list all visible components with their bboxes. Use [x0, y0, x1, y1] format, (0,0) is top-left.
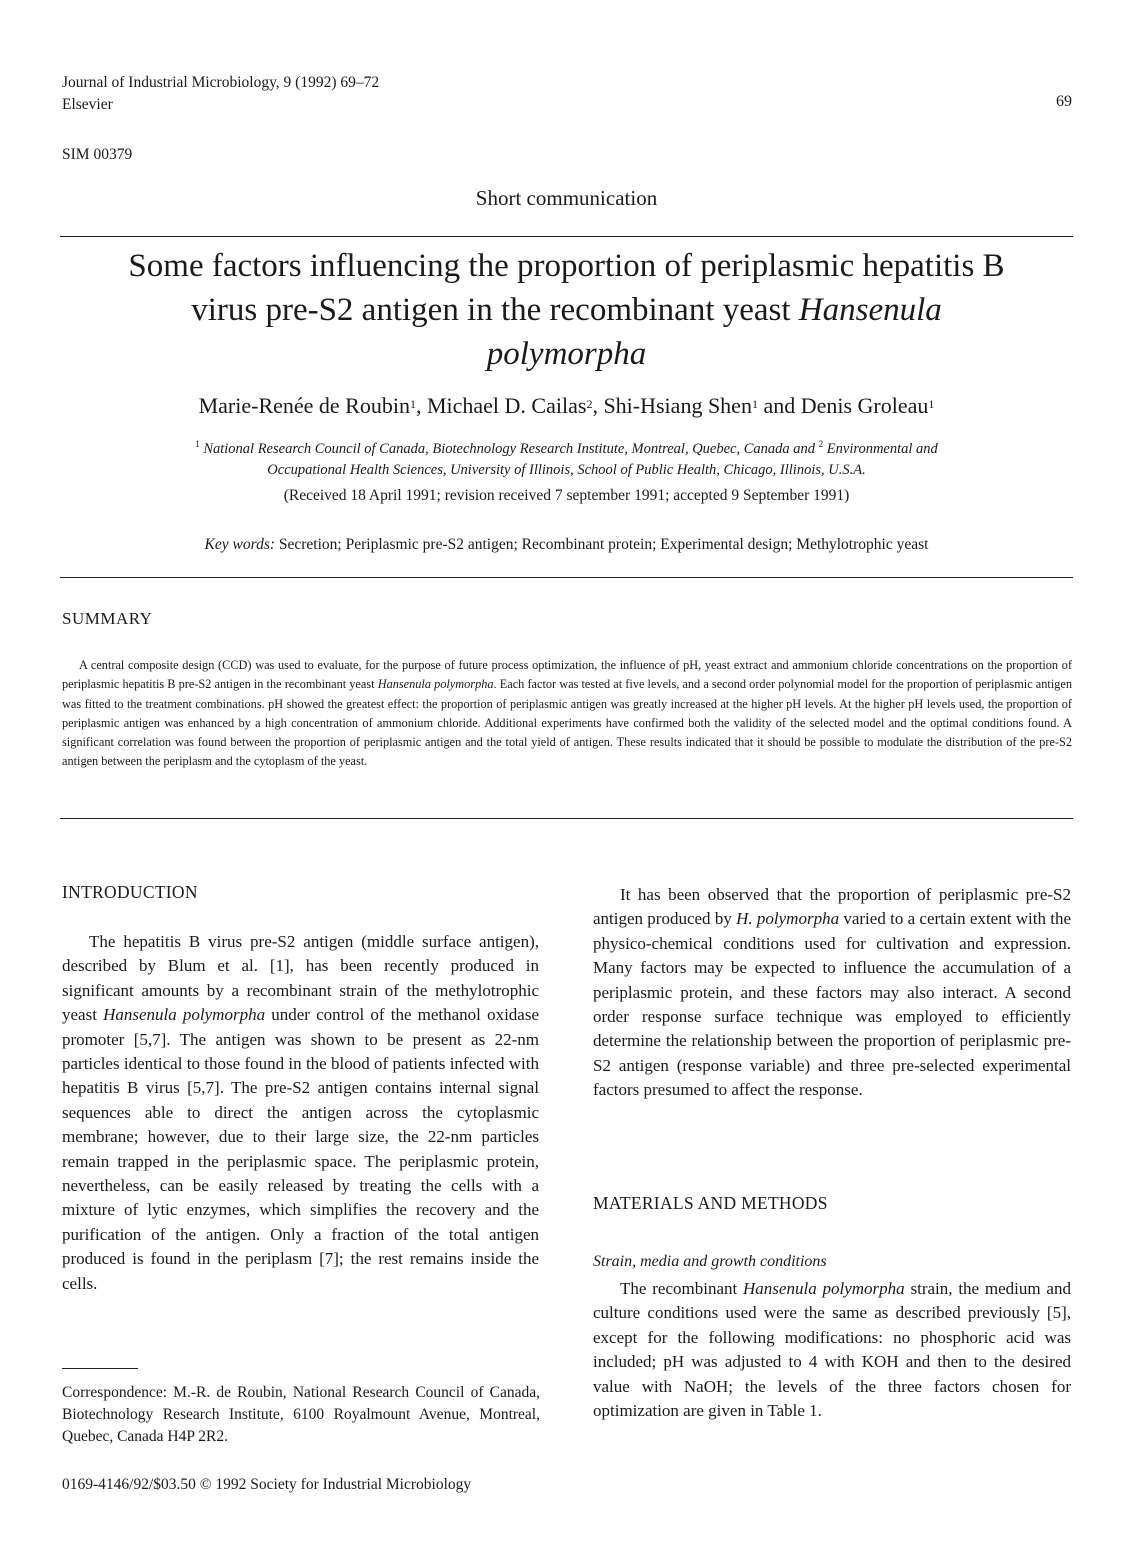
summary-rule: [60, 818, 1073, 819]
title-line-2: [50, 288, 1083, 332]
issn-copyright: 0169-4146/92/$03.50 © 1992 Society for Industrial Microbiology: [62, 1476, 472, 1493]
intro-p1-b: under control of the methanol oxidase promoter [5,7]. The antigen was shown to be present as 22-nm particles identical to those found in the blood of patients infected with hepatitis B virus [5,7]. The pre-S2 antigen contains internal signal sequences able to direct the antigen across the cytoplasmic membrane; however, due to their large size, the 22-nm particles remain trapped in the periplasmic space. The periplasmic protein, nevertheless, can be easily released by treating the cells with a mixture of lytic enzymes, which simplifies the recovery and the purification of the antigen. Only a fraction of the total antigen produced is found in the periplasm [7]; the rest remains inside the cells.: [62, 1005, 539, 1293]
methods-p-b: strain, the medium and culture conditions used were the same as described previously [5], except for the following modifications: no phosphoric acid was included; pH was adjusted to 4 with KOH and then to the desired value with NaOH; the levels of the three factors chosen for optimization are given in Table 1.: [593, 1279, 1071, 1421]
intro-p1-a: The hepatitis B virus pre-S2 antigen (middle surface antigen), described by Blum et al. [1], has been recently produced in significant amounts by a recombinant strain of the methylotrophic yeast: [62, 932, 539, 1025]
affiliation-line-1: [90, 434, 1043, 460]
summary-species: Hansenula polymorpha: [377, 677, 494, 692]
top-rule: [60, 236, 1073, 237]
introduction-heading: INTRODUCTION: [62, 882, 198, 902]
article-title: [50, 244, 1083, 376]
keywords-rule: [60, 577, 1073, 578]
received-dates: (Received 18 April 1991; revision received 7 september 1991; accepted 9 September 1991): [283, 487, 850, 504]
methods-p-a: The recombinant: [620, 1279, 744, 1298]
intro-p1-species: Hansenula polymorpha: [103, 1005, 266, 1025]
methods-heading: MATERIALS AND METHODS: [593, 1193, 828, 1213]
methods-subheading: Strain, media and growth conditions: [593, 1253, 827, 1270]
journal-citation: Journal of Industrial Microbiology, 9 (1992) 69–72: [62, 74, 380, 91]
author-name: Shi-Hsiang Shen: [603, 393, 752, 418]
affiliations: [90, 434, 1043, 481]
affil-sup-2: 2: [818, 439, 824, 449]
author-name: Marie-Renée de Roubin: [198, 393, 410, 418]
title-line-1: Some factors influencing the proportion of periplasmic hepatitis B: [128, 248, 1005, 284]
affil-text-2: Environmental and: [823, 440, 938, 457]
author-affil-sup: 1: [928, 397, 935, 411]
methods-paragraph: [593, 1277, 1071, 1423]
intro-p2-species: H. polymorpha: [736, 909, 840, 929]
keywords: [0, 536, 1133, 554]
title-line-2-text: virus pre-S2 antigen in the recombinant yeast: [191, 292, 799, 328]
footnote-rule: [62, 1368, 138, 1369]
summary-text-a: A central composite design (CCD) was used to evaluate, for the purpose of future process optimization, the influence of pH, yeast extract and ammonium chloride concentrations on the proportion of periplasmic hepatitis B pre-S2 antigen in the recombinant yeast: [62, 658, 1072, 692]
author-affil-sup: 1: [751, 397, 758, 411]
correspondence-note: Correspondence: M.-R. de Roubin, National Research Council of Canada, Biotechnology Research Institute, 6100 Royalmount Avenue, Montreal, Quebec, Canada H4P 2R2.: [62, 1384, 540, 1445]
author-name: Michael D. Cailas: [426, 393, 587, 418]
author-name: Denis Groleau: [800, 393, 929, 418]
author-list: [40, 392, 1093, 420]
author-separator: ,: [415, 393, 427, 418]
summary-text-b: . Each factor was tested at five levels, and a second order polynomial model for the proportion of periplasmic antigen was fitted to the treatment combinations. pH showed the greatest effect: the proportion of periplasmic antigen was greatly increased at the higher pH levels. At the higher pH levels used, the proportion of periplasmic antigen was enhanced by a high concentration of ammonium chloride. Additional experiments have confirmed both the validity of the selected model and the optimal conditions found. A significant correlation was found between the proportion of periplasmic antigen and the total yield of antigen. These results indicated that it should be possible to modulate the distribution of the pre-S2 antigen between the periplasm and the cytoplasm of the yeast.: [62, 677, 1072, 769]
author-affil-sup: 2: [586, 397, 593, 411]
affil-sup-1: 1: [195, 439, 200, 449]
introduction-paragraph-2: [593, 883, 1071, 1103]
sim-id: SIM 00379: [62, 146, 133, 163]
summary-heading: SUMMARY: [62, 609, 153, 628]
title-line-3: [50, 332, 1083, 376]
author-separator: and: [757, 393, 801, 418]
intro-p2-a: It has been observed that the proportion of periplasmic pre-S2 antigen produced by: [593, 885, 1071, 929]
intro-p2-b: varied to a certain extent with the physico-chemical conditions used for cultivation and expression. Many factors may be expected to influence the accumulation of a periplasmic protein, and these factors may also interact. A second order response surface technique was employed to efficiently determine the relationship between the proportion of periplasmic pre-S2 antigen (response variable) and three pre-selected experimental factors presumed to affect the response.: [593, 909, 1071, 1100]
introduction-paragraph-1: [62, 930, 539, 1296]
publisher: Elsevier: [62, 96, 113, 113]
author-separator: ,: [592, 393, 604, 418]
title-genus: Hansenula: [798, 292, 942, 328]
keywords-text: Secretion; Periplasmic pre-S2 antigen; Recombinant protein; Experimental design; Methylotrophic yeast: [275, 536, 929, 553]
article-type: Short communication: [475, 186, 658, 210]
author-affil-sup: 1: [409, 397, 416, 411]
methods-p-species: Hansenula polymorpha: [743, 1279, 905, 1298]
affil-text-1: National Research Council of Canada, Biotechnology Research Institute, Montreal, Quebec, Canada and: [199, 440, 819, 457]
keywords-label: Key words:: [204, 536, 276, 553]
page-number: 69: [1056, 93, 1072, 110]
summary-text: [62, 656, 1072, 772]
affiliation-line-2: Occupational Health Sciences, University of Illinois, School of Public Health, Chicago, Illinois, U.S.A.: [267, 461, 866, 478]
title-species: polymorpha: [486, 336, 647, 372]
